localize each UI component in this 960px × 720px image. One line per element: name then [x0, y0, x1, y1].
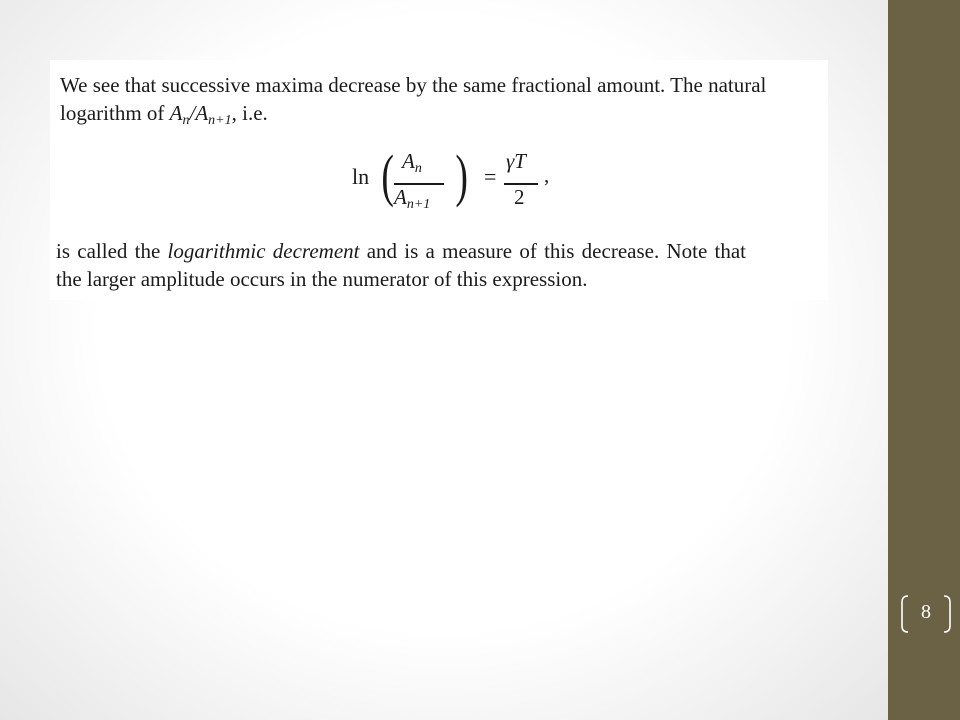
definition-prefix: is called the — [56, 239, 168, 263]
equation-right-paren: ) — [455, 143, 468, 208]
paragraph-intro — [60, 71, 828, 135]
ratio-b-subscript: n+1 — [208, 113, 232, 128]
equation-rhs-denominator: 2 — [514, 185, 525, 209]
paragraph-definition — [56, 237, 824, 293]
equation-ln: ln — [352, 164, 370, 189]
ratio-a-subscript: n — [182, 113, 190, 128]
definition-term: logarithmic decrement — [167, 239, 360, 263]
intro-line-1: We see that successive maxima decrease by the same fractional amount. The natural — [60, 73, 767, 97]
equation-numerator — [402, 149, 422, 177]
ratio-a: A — [169, 101, 183, 125]
equation-numerator-sub: n — [414, 161, 422, 176]
equation-rhs-numerator: γT — [506, 149, 526, 173]
equation-comma: , — [544, 163, 550, 187]
intro-line-2-suffix: , i.e. — [231, 101, 268, 125]
equation-denominator — [394, 185, 430, 213]
equation-denominator-sub: n+1 — [406, 197, 431, 212]
page-number-badge — [898, 592, 954, 636]
definition-suffix: and is a measure of this decrease. Note that — [359, 239, 747, 263]
equation-equals: = — [484, 164, 497, 189]
intro-line-2-prefix: logarithm of — [60, 101, 170, 125]
intro-line-2 — [60, 99, 828, 135]
ratio-slash: / — [189, 101, 196, 125]
equation-left-paren: ( — [381, 143, 394, 208]
definition-line-2: the larger amplitude occurs in the numerator of this expression. — [56, 267, 588, 291]
page-number: 8 — [921, 601, 931, 623]
equation-numerator-a: A — [402, 149, 415, 173]
log-decrement-equation — [350, 143, 550, 213]
ratio-b: A — [195, 101, 209, 125]
definition-line-1 — [56, 237, 824, 265]
textbook-excerpt — [50, 60, 828, 300]
equation-denominator-a: A — [394, 185, 407, 209]
ratio-expression — [169, 101, 232, 128]
